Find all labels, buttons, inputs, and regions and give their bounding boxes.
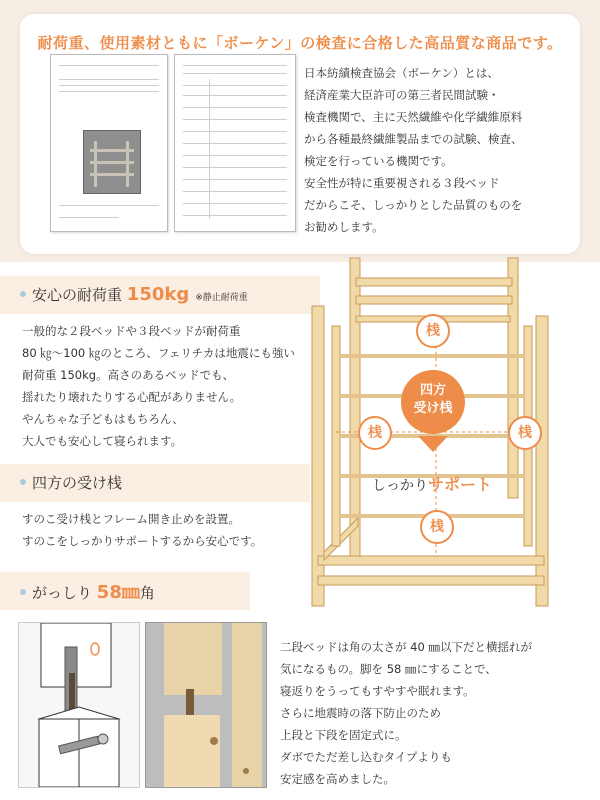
post-title-prefix: がっしり [32, 584, 93, 602]
description-line: 検定を行っている機関です。 [304, 154, 453, 168]
body-line: 気になるもの。脚を 58 ㎜にすることで、 [280, 662, 497, 676]
boken-description [304, 62, 554, 238]
bullet-icon [20, 479, 26, 485]
doc-rule [59, 85, 159, 86]
description-line: 安全性が特に重要視される３段ベッド [304, 176, 500, 190]
body-line: 安定感を高めました。 [280, 772, 395, 786]
test-report-document-1 [50, 54, 168, 232]
slat-section-title [20, 472, 122, 493]
body-line: 80 ㎏～100 ㎏のところ、フェリチカは地震にも強い [22, 346, 295, 360]
post-title-value: 58㎜ [96, 582, 140, 603]
body-line: ダボでただ差し込むタイプよりも [280, 750, 452, 764]
body-line: やんちゃな子どもはもちろん、 [22, 412, 184, 426]
certification-card [20, 14, 580, 254]
badge-line: 受け桟 [413, 401, 453, 416]
body-line: すのこ受け桟とフレーム開き止めを設置。 [22, 512, 241, 526]
slat-badge-top: 桟 [416, 314, 450, 348]
description-line: 検査機関で、主に天然繊維や化学繊維原料 [304, 110, 523, 124]
description-line: だからこそ、しっかりとした品質のものを [304, 198, 523, 212]
doc-rule [59, 65, 159, 66]
test-report-document-2 [174, 54, 296, 232]
down-arrow-icon [418, 436, 448, 452]
support-caption [372, 472, 492, 495]
support-highlight: サポート [428, 475, 493, 494]
load-section-title [20, 284, 248, 305]
badge-line: 四方 [419, 383, 446, 398]
doc-rule [59, 217, 119, 218]
post-section-title [20, 578, 155, 604]
body-line: 大人でも安心して寝られます。 [22, 434, 183, 448]
slat-section-body [22, 508, 312, 552]
description-line: から各種最終繊維製品までの試験、検査、 [304, 132, 523, 146]
description-line: 日本紡績検査協会（ボーケン）とは、 [304, 66, 499, 80]
slat-title: 四方の受け桟 [32, 474, 123, 492]
doc-rule [59, 79, 159, 80]
bed-test-photo [83, 130, 141, 194]
body-line: 二段ベッドは角の太さが 40 ㎜以下だと横揺れが [280, 640, 532, 654]
slat-badge-right: 桟 [508, 416, 542, 450]
body-line: 上段と下段を固定式に。 [280, 728, 407, 742]
certification-panel [0, 0, 600, 262]
doc-rule [59, 91, 159, 92]
body-line: すのこをしっかりサポートするから安心です。 [22, 534, 263, 548]
post-photo-svg [146, 623, 266, 787]
doc-rule [59, 205, 159, 206]
description-line: 経済産業大臣許可の第三者民間試験・ [304, 88, 500, 102]
post-joint-svg [19, 623, 139, 787]
slat-badge-bottom: 桟 [420, 510, 454, 544]
four-side-slat-badge [401, 370, 465, 434]
post-title-suffix: 角 [139, 584, 155, 602]
description-line: お勧めします。 [304, 220, 384, 234]
post-joint-diagram [18, 622, 140, 788]
load-title-value: 150kg [126, 284, 190, 305]
body-line: 寝返りをうってもすやすや眠れます。 [280, 684, 475, 698]
certification-headline: 耐荷重、使用素材ともに「ボーケン」の検査に合格した高品質な商品です。 [37, 34, 563, 52]
post-joint-photo [145, 622, 267, 788]
bullet-icon [20, 589, 26, 595]
body-line: 揺れたり壊れたりする心配がありません。 [22, 390, 242, 404]
slat-badge-left: 桟 [358, 416, 392, 450]
bullet-icon [20, 291, 26, 297]
post-section-body [280, 636, 586, 790]
load-title-note: ※静止耐荷重 [195, 293, 248, 303]
load-section-body [22, 320, 312, 452]
body-line: 一般的な２段ベッドや３段ベッドが耐荷重 [22, 324, 241, 338]
support-prefix: しっかり [372, 478, 428, 494]
body-line: さらに地震時の落下防止のため [280, 706, 441, 720]
load-title-prefix: 安心の耐荷重 [32, 286, 123, 304]
body-line: 耐荷重 150kg。高さのあるベッドでも、 [22, 368, 235, 382]
